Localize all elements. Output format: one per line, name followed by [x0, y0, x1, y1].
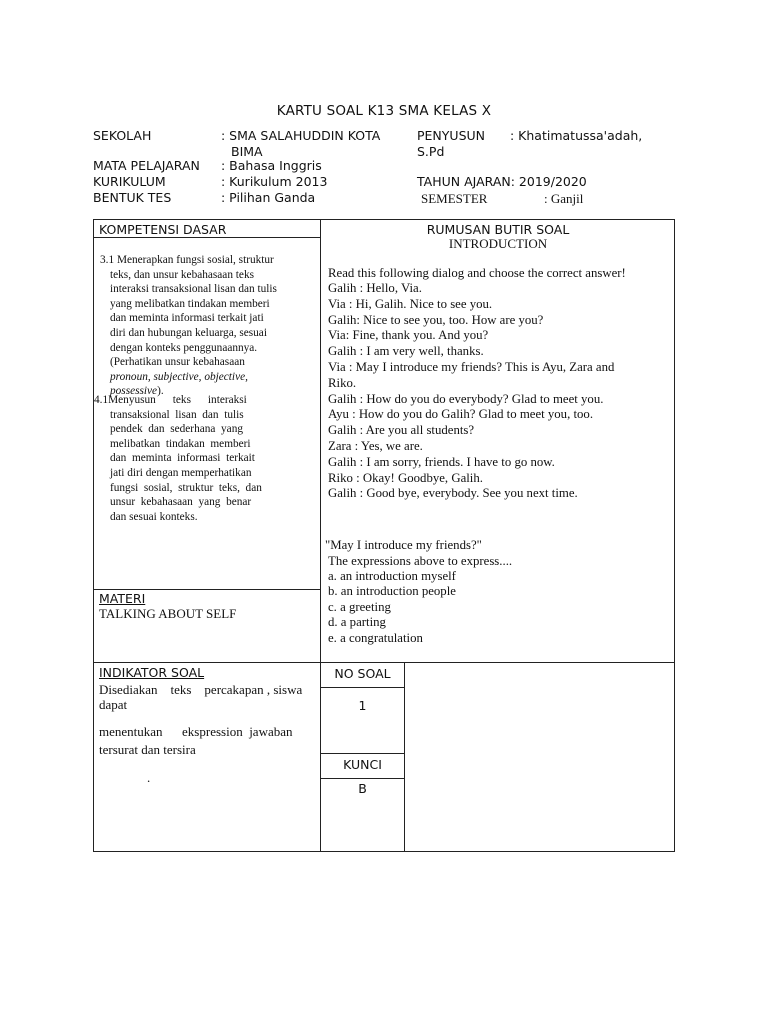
kd-4-1-line: pendek dan sederhana yang — [110, 423, 243, 436]
materi-heading-text: MATERI — [99, 591, 146, 606]
kurikulum-value: : Kurikulum 2013 — [221, 174, 328, 189]
dialog-line: Zara : Yes, we are. — [328, 438, 423, 453]
indikator-line: menentukan ekspression jawaban — [99, 724, 293, 739]
kd-4-1-line: transaksional lisan dan tulis — [110, 408, 244, 421]
sekolah-value-cont: BIMA — [231, 144, 263, 159]
rumusan-heading: RUMUSAN BUTIR SOAL — [426, 222, 570, 237]
penyusun-label: PENYUSUN — [417, 128, 486, 143]
kd-4-1-line: unsur kebahasaan yang benar — [110, 496, 252, 509]
dialog-line: Galih : I am very well, thanks. — [328, 344, 484, 359]
dialog-line: Galih: Nice to see you, too. How are you? — [328, 312, 544, 327]
kd-3-1-line: diri dan hubungan keluarga, sesuai — [110, 326, 267, 339]
answer-options — [328, 569, 456, 646]
dialog-line: Riko. — [328, 375, 357, 390]
kurikulum-label: KURIKULUM — [93, 174, 166, 189]
divider-indikator — [93, 662, 675, 663]
indikator-line: tersurat dan tersira — [99, 742, 196, 757]
kd-3-1-line: (Perhatikan unsur kebahasaan — [110, 356, 245, 369]
dialog — [328, 281, 674, 502]
dialog-line: Galih : I am sorry, friends. I have to go now. — [328, 454, 555, 469]
mapel-label: MATA PELAJARAN — [93, 158, 200, 173]
kd-4-1-line: melibatkan tindakan memberi — [110, 437, 251, 450]
sekolah-label: SEKOLAH — [93, 128, 152, 143]
dialog-line: Via: Fine, thank you. And you? — [328, 328, 489, 343]
nosoal-value: 1 — [358, 698, 367, 713]
question-quote: "May I introduce my friends?" — [325, 538, 482, 552]
kd-4-1 — [94, 393, 312, 524]
divider-nosoal-right — [404, 662, 405, 852]
semester-value: : Ganjil — [544, 191, 584, 206]
kd-3-1-line: dan meminta informasi terkait jati — [110, 312, 264, 325]
divider-kunci-top — [320, 753, 405, 754]
indikator-line: Disediakan teks percakapan , siswa — [99, 682, 303, 697]
option-a: a. an introduction myself — [328, 569, 456, 583]
dialog-line: Galih : How do you do everybody? Glad to meet you. — [328, 391, 604, 406]
mapel-value: : Bahasa Inggris — [221, 158, 322, 173]
kompetensi-heading: KOMPETENSI DASAR — [99, 222, 227, 237]
dialog-line: Ayu : How do you do Galih? Glad to meet you, too. — [328, 407, 594, 422]
kunci-heading: KUNCI — [343, 757, 382, 772]
indikator-line: dapat — [99, 697, 128, 712]
option-b: b. an introduction people — [328, 584, 456, 599]
kunci-value: B — [358, 781, 367, 796]
kd-3-1 — [100, 253, 312, 399]
kd-3-1-tail: ). — [157, 385, 164, 398]
kd-4-1-line: 4.1Menyusun teks interaksi — [94, 394, 247, 406]
divider-materi — [93, 589, 321, 590]
option-d: d. a parting — [328, 615, 386, 630]
instruction: Read this following dialog and choose the correct answer! — [328, 266, 626, 280]
option-e: e. a congratulation — [328, 630, 423, 645]
dialog-line: Via : Hi, Galih. Nice to see you. — [328, 296, 493, 311]
kd-3-1-line: teks, dan unsur kebahasaan teks — [110, 268, 254, 281]
kd-3-1-line: interaksi transaksional lisan dan tulis — [110, 283, 277, 296]
semester-label: SEMESTER — [421, 191, 488, 206]
kd-3-1-italic: possessive — [110, 385, 158, 398]
kd-4-1-line: jati diri dengan memperhatikan — [110, 466, 252, 479]
nosoal-heading: NO SOAL — [334, 666, 391, 681]
kd-3-1-italic: pronoun, subjective, objective, — [110, 370, 248, 383]
divider-nosoal-heading — [320, 687, 405, 688]
materi-heading — [99, 591, 145, 606]
rumusan-subheading: INTRODUCTION — [448, 236, 548, 251]
dialog-line: Riko : Okay! Goodbye, Galih. — [328, 470, 483, 485]
kd-3-1-line: 3.1 Menerapkan fungsi sosial, struktur — [100, 254, 274, 266]
divider-kunci-heading — [320, 778, 405, 779]
option-c: c. a greeting — [328, 599, 391, 614]
question-text: The expressions above to express.... — [328, 554, 513, 568]
page-title: KARTU SOAL K13 SMA KELAS X — [276, 103, 492, 119]
kd-3-1-line: dengan konteks penggunaannya. — [110, 341, 258, 354]
kd-3-1-line: yang melibatkan tindakan memberi — [110, 297, 270, 310]
kd-4-1-line: dan meminta informasi terkait — [110, 452, 255, 465]
indikator-dot: . — [147, 770, 151, 785]
kd-4-1-line: dan sesuai konteks. — [110, 510, 198, 523]
bentuk-value: : Pilihan Ganda — [221, 190, 316, 205]
bentuk-label: BENTUK TES — [93, 190, 172, 205]
indikator-heading — [99, 665, 204, 680]
dialog-line: Galih : Good bye, everybody. See you next time. — [328, 486, 578, 501]
sekolah-value: : SMA SALAHUDDIN KOTA — [221, 128, 381, 143]
dialog-line: Via : May I introduce my friends? This is Ayu, Zara and — [328, 359, 615, 374]
dialog-line: Galih : Hello, Via. — [328, 281, 422, 295]
kd-4-1-line: fungsi sosial, struktur teks, dan — [110, 481, 262, 494]
tahun-ajaran: TAHUN AJARAN: 2019/2020 — [417, 174, 587, 189]
dialog-line: Galih : Are you all students? — [328, 423, 475, 438]
kd-3-1-line — [100, 370, 312, 385]
indikator-heading-text: INDIKATOR SOAL — [99, 665, 205, 680]
materi-value: TALKING ABOUT SELF — [99, 606, 237, 621]
penyusun-value-cont: S.Pd — [417, 144, 445, 159]
penyusun-value: : Khatimatussa'adah, — [510, 128, 643, 143]
divider-kompetensi-heading — [93, 237, 321, 238]
